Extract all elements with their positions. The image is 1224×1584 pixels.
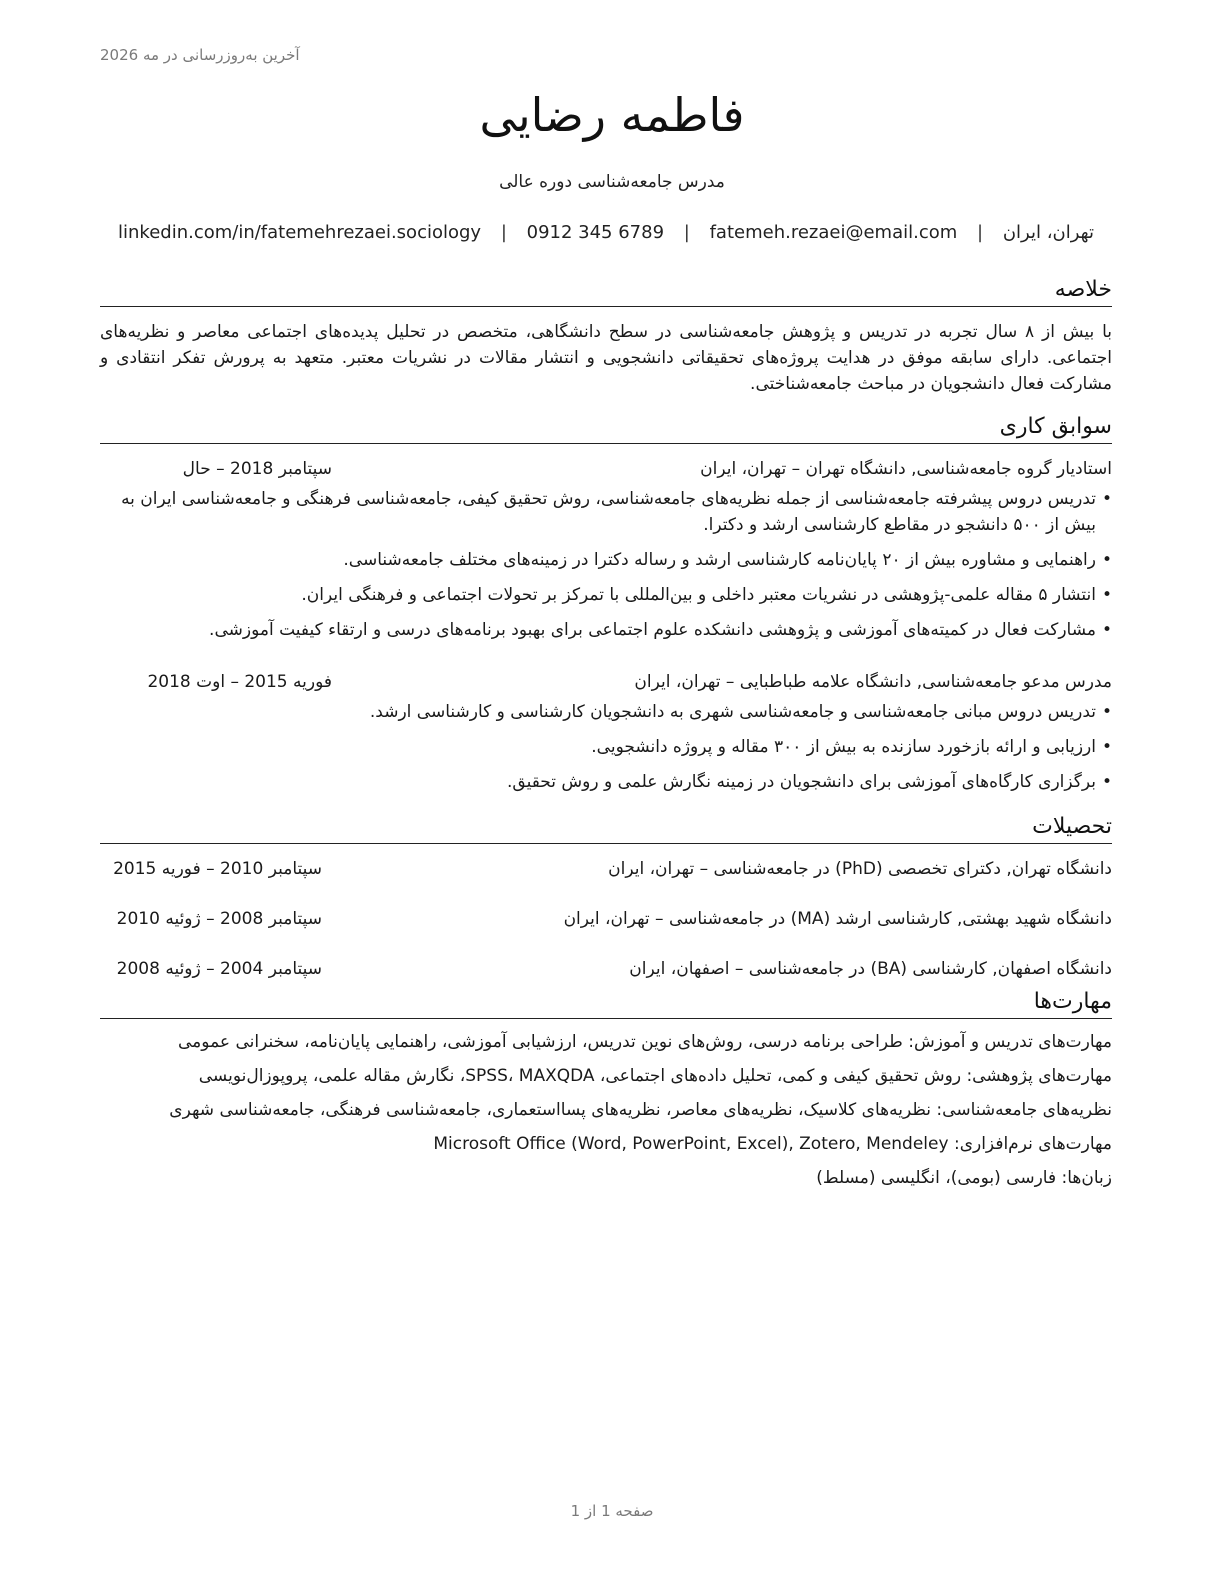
page-number: صفحه 1 از 1 xyxy=(570,1502,654,1520)
job-bullet: • برگزاری کارگاه‌های آموزشی برای دانشجویان در زمینه نگارش علمی و روش تحقیق. xyxy=(100,769,1112,795)
last-updated: آخرین به‌روزرسانی در مه 2026 xyxy=(100,46,300,64)
contact-separator: | xyxy=(683,222,690,243)
contact-location: تهران، ایران xyxy=(1002,222,1094,243)
job-bullet: • راهنمایی و مشاوره بیش از ۲۰ پایان‌نامه کارشناسی ارشد و رساله دکترا در زمینه‌های مختلف جامعه‌شناسی. xyxy=(100,547,1112,573)
job-dates: فوریه 2015 – اوت 2018 xyxy=(147,672,332,692)
job-role: استادیار گروه جامعه‌شناسی, دانشگاه تهران – تهران، ایران xyxy=(700,459,1112,479)
skill-line: مهارت‌های پژوهشی: روش تحقیق کیفی و کمی، تحلیل داده‌های اجتماعی، SPSS، MAXQDA، نگارش مقاله علمی، پروپوزال‌نویسی xyxy=(198,1066,1112,1086)
job-dates: سپتامبر 2018 – حال xyxy=(182,459,332,479)
experience-section xyxy=(100,413,1112,795)
skill-line: زبان‌ها: فارسی (بومی)، انگلیسی (مسلط) xyxy=(816,1168,1112,1188)
education-dates: سپتامبر 2010 – فوریه 2015 xyxy=(113,859,322,879)
education-heading: تحصیلات xyxy=(100,813,1112,844)
contact-line xyxy=(100,222,1112,243)
job-bullet: • تدریس دروس پیشرفته جامعه‌شناسی از جمله نظریه‌های جامعه‌شناسی، روش تحقیق کیفی، جامعه‌شناسی فرهنگی و جامعه‌شناسی ایران به بیش از ۵۰۰ دانشجو در مقاطع کارشناسی ارشد و دکترا. xyxy=(100,486,1112,538)
job-bullet: • انتشار ۵ مقاله علمی-پژوهشی در نشریات معتبر داخلی و بین‌المللی با تمرکز بر تحولات اجتماعی و فرهنگی ایران. xyxy=(100,582,1112,608)
summary-section xyxy=(100,276,1112,397)
job-role: مدرس مدعو جامعه‌شناسی, دانشگاه علامه طباطبایی – تهران، ایران xyxy=(634,672,1112,692)
contact-linkedin[interactable]: linkedin.com/in/fatemehrezaei.sociology xyxy=(118,222,482,243)
contact-phone: 0912 345 6789 xyxy=(526,222,665,243)
summary-heading: خلاصه xyxy=(100,276,1112,307)
skills-section xyxy=(100,988,1112,1195)
skill-line: نظریه‌های جامعه‌شناسی: نظریه‌های کلاسیک، نظریه‌های معاصر، نظریه‌های پسااستعماری، جامعه‌شناسی فرهنگی، جامعه‌شناسی شهری xyxy=(169,1100,1112,1120)
resume-content xyxy=(100,276,1112,1195)
education-section xyxy=(100,813,1112,982)
skill-line: مهارت‌های نرم‌افزاری: Microsoft Office (Word, PowerPoint, Excel), Zotero, Mendeley xyxy=(433,1134,1112,1154)
job-title: مدرس جامعه‌شناسی دوره عالی xyxy=(499,172,725,192)
job-bullet: • مشارکت فعال در کمیته‌های آموزشی و پژوهشی دانشکده علوم اجتماعی برای بهبود برنامه‌های درسی و ارتقاء کیفیت آموزشی. xyxy=(100,617,1112,643)
person-name: فاطمه رضایی xyxy=(479,88,745,142)
education-entry xyxy=(100,856,1112,882)
skill-line: مهارت‌های تدریس و آموزش: طراحی برنامه درسی، روش‌های نوین تدریس، ارزشیابی آموزشی، راهنمایی پایان‌نامه، سخنرانی عمومی xyxy=(178,1032,1112,1052)
education-dates: سپتامبر 2008 – ژوئیه 2010 xyxy=(116,909,322,929)
job-bullet: • تدریس دروس مبانی جامعه‌شناسی و جامعه‌شناسی شهری به دانشجویان کارشناسی و کارشناسی ارشد. xyxy=(100,699,1112,725)
job-entry xyxy=(100,669,1112,795)
job-bullets xyxy=(100,486,1112,643)
contact-separator: | xyxy=(500,222,507,243)
education-dates: سپتامبر 2004 – ژوئیه 2008 xyxy=(116,959,322,979)
experience-heading: سوابق کاری xyxy=(100,413,1112,444)
job-entry xyxy=(100,456,1112,643)
education-entry xyxy=(100,956,1112,982)
contact-separator: | xyxy=(977,222,984,243)
job-bullet: • ارزیابی و ارائه بازخورد سازنده به بیش از ۳۰۰ مقاله و پروژه دانشجویی. xyxy=(100,734,1112,760)
education-degree: دانشگاه اصفهان, کارشناسی (BA) در جامعه‌شناسی – اصفهان، ایران xyxy=(629,959,1112,979)
education-entry xyxy=(100,906,1112,932)
contact-email[interactable]: fatemeh.rezaei@email.com xyxy=(709,222,958,243)
education-degree: دانشگاه تهران, دکترای تخصصی (PhD) در جامعه‌شناسی – تهران، ایران xyxy=(608,859,1112,879)
job-bullets xyxy=(100,699,1112,795)
education-degree: دانشگاه شهید بهشتی, کارشناسی ارشد (MA) در جامعه‌شناسی – تهران، ایران xyxy=(563,909,1112,929)
summary-text: با بیش از ۸ سال تجربه در تدریس و پژوهش جامعه‌شناسی در سطح دانشگاهی، متخصص در تحلیل پدیده‌های اجتماعی معاصر و نظریه‌های اجتماعی. دارای سابقه موفق در هدایت پروژه‌های تحقیقاتی دانشجویی و انتشار مقالات در نشریات معتبر. متعهد به پرورش تفکر انتقادی و مشارکت فعال دانشجویان در مباحث جامعه‌شناختی. xyxy=(100,322,1113,394)
skills-heading: مهارت‌ها xyxy=(100,988,1112,1019)
